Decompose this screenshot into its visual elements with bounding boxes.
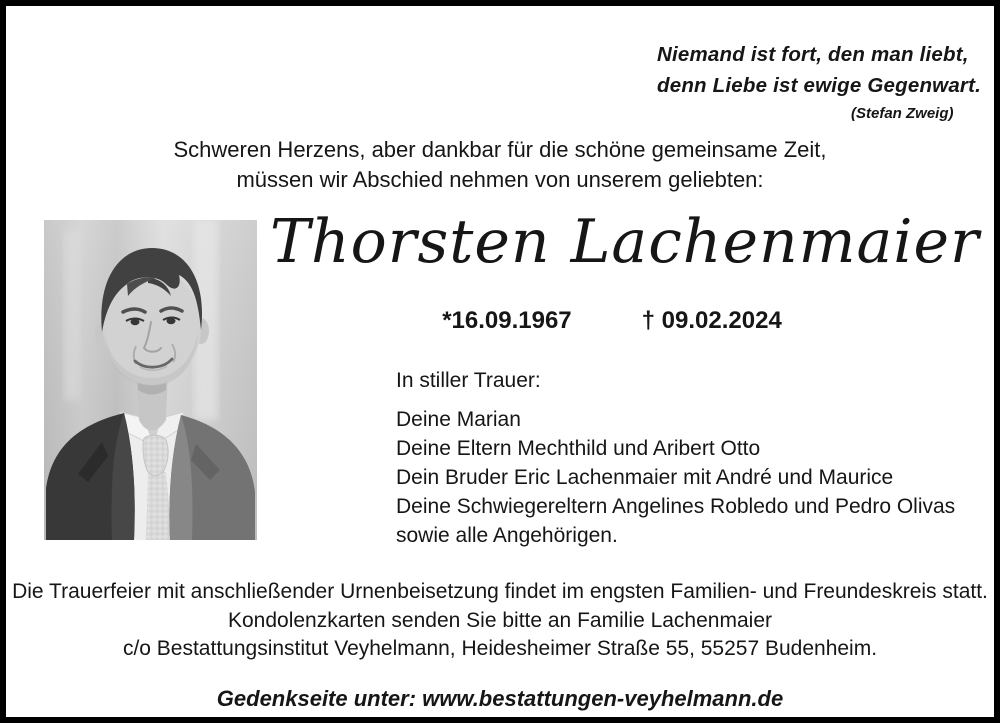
- quote-line-2: denn Liebe ist ewige Gegenwart.: [657, 74, 982, 97]
- quote-line-1: Niemand ist fort, den man liebt,: [657, 43, 969, 66]
- intro-line-2: müssen wir Abschied nehmen von unserem geliebten:: [236, 167, 764, 192]
- intro-line-1: Schweren Herzens, aber dankbar für die schöne gemeinsame Zeit,: [173, 137, 827, 162]
- birth-date: *16.09.1967: [442, 307, 572, 334]
- quote-attribution: (Stefan Zweig): [851, 105, 954, 122]
- quote-block: [657, 39, 981, 101]
- death-date: † 09.02.2024: [641, 307, 782, 334]
- mourner-line: Deine Marian: [396, 408, 521, 431]
- funeral-info: [6, 578, 994, 664]
- life-dates: [270, 306, 954, 336]
- memorial-page-line: Gedenkseite unter: www.bestattungen-veyhelmann.de: [216, 686, 784, 711]
- mourner-line: Dein Bruder Eric Lachenmaier mit André und Maurice: [396, 466, 894, 489]
- intro-text: [6, 135, 994, 195]
- funeral-info-line-2: Kondolenzkarten senden Sie bitte an Familie Lachenmaier: [227, 608, 772, 632]
- portrait-illustration: [44, 220, 257, 540]
- funeral-info-line-3: c/o Bestattungsinstitut Veyhelmann, Heidesheimer Straße 55, 55257 Budenheim.: [122, 637, 878, 660]
- mourner-line: sowie alle Angehörigen.: [396, 524, 618, 547]
- portrait-photo: [44, 220, 257, 540]
- mourner-line: Deine Eltern Mechthild und Aribert Otto: [396, 437, 761, 460]
- mourner-line: Deine Schwiegereltern Angelines Robledo und Pedro Olivas: [396, 495, 956, 518]
- mourners-heading: In stiller Trauer:: [396, 369, 541, 392]
- funeral-info-line-1: Die Trauerfeier mit anschließender Urnenbeisetzung findet im engsten Familien- und Freundeskreis statt.: [12, 580, 988, 603]
- mourners-block: [396, 368, 955, 550]
- deceased-name: Thorsten Lachenmaier: [270, 207, 980, 277]
